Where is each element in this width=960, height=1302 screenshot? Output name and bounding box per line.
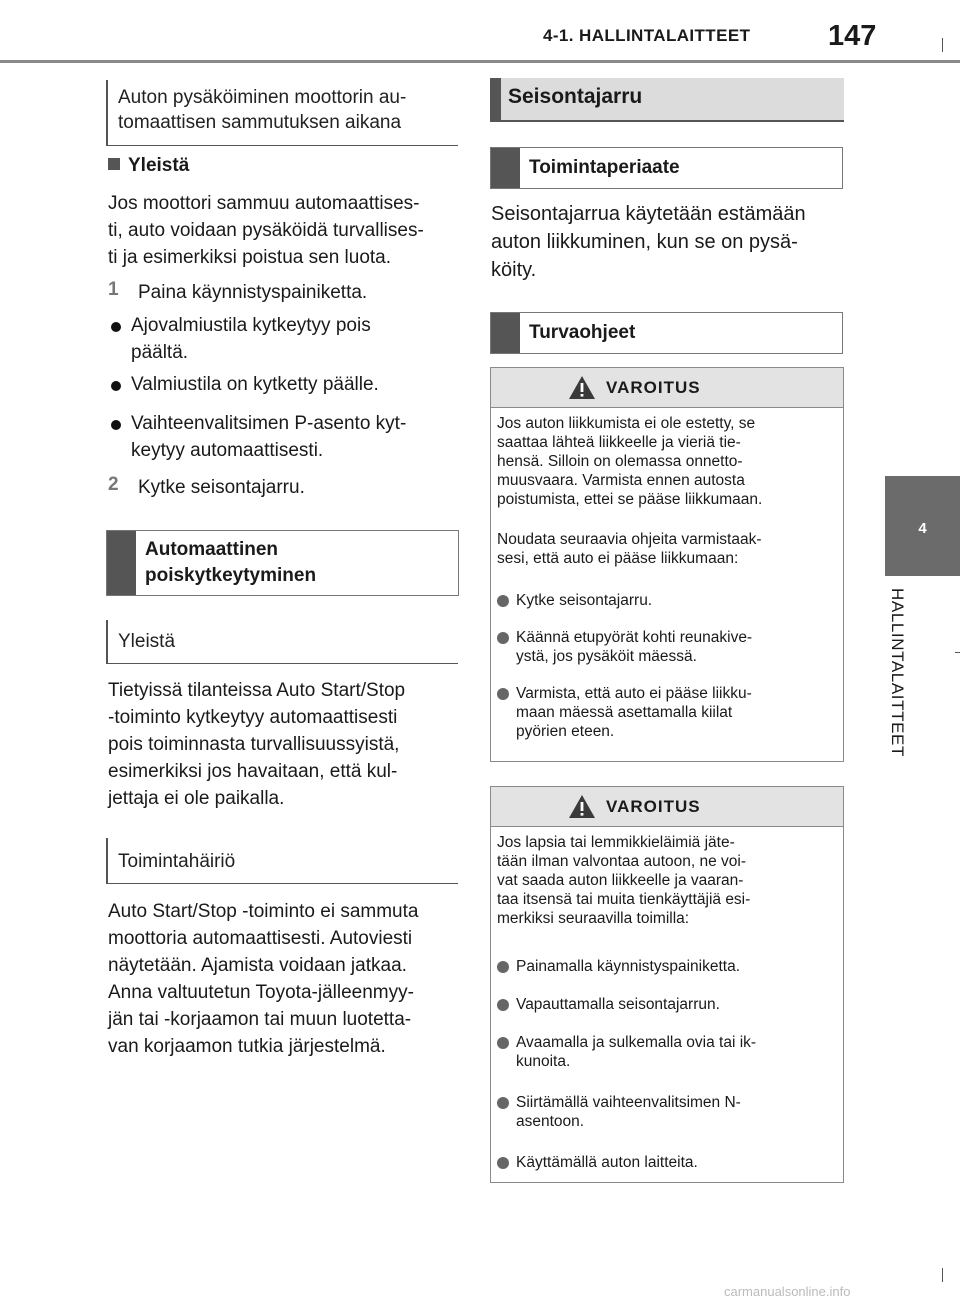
warning-bullet — [516, 1093, 836, 1131]
chapter-number: 4 — [918, 520, 927, 537]
text-line: Jos auton liikkumista ei ole estetty, se — [497, 415, 756, 432]
text-line: poiskytkeytyminen — [145, 565, 317, 586]
text-line: muusvaara. Varmista ennen autosta — [497, 472, 745, 489]
text-line: van korjaamon tutkia järjestelmä. — [108, 1036, 386, 1057]
bullet-icon — [111, 420, 121, 430]
section-title: 4-1. HALLINTALAITTEET — [543, 26, 751, 45]
warning-title: VAROITUS — [606, 797, 701, 816]
crop-mark — [942, 38, 943, 52]
text-line: keytyy automaattisesti. — [131, 440, 324, 461]
principle-paragraph — [491, 200, 847, 284]
parking-brake-section-header — [490, 78, 844, 122]
text-line: saattaa lähteä liikkeelle ja vieriä tie- — [497, 434, 741, 451]
warning-bullet: Käyttämällä auton laitteita. — [516, 1154, 698, 1171]
bullet-icon — [497, 961, 509, 973]
text-line: köity. — [491, 259, 537, 281]
text-line: Jos moottori sammuu automaattises- — [108, 193, 420, 214]
text-line: merkiksi seuraavilla toimilla: — [497, 910, 690, 927]
text-line: pois toiminnasta turvallisuussyistä, — [108, 734, 400, 755]
bullet-icon — [497, 1097, 509, 1109]
text-line: Automaattinen — [145, 539, 278, 560]
step-2-number: 2 — [108, 474, 119, 495]
text-line: taa itsensä tai muita tienkäyttäjiä esi- — [497, 891, 751, 908]
heading-line: tomaattisen sammutuksen aikana — [118, 112, 402, 133]
text-line: vat saada auton liikkeelle ja vaaran- — [497, 872, 744, 889]
text-line: Seisontajarrua käytetään estämään — [491, 203, 806, 225]
safety-header — [490, 312, 843, 354]
auto-disengage-paragraph — [108, 677, 464, 812]
chapter-label — [888, 588, 920, 798]
text-line: ti, auto voidaan pysäköidä turvallises- — [108, 220, 424, 241]
text-line: päältä. — [131, 342, 189, 363]
bullet-item — [131, 312, 371, 366]
watermark: carmanualsonline.info — [724, 1284, 851, 1299]
bullet-icon — [111, 381, 121, 391]
header-rule — [0, 60, 960, 63]
page-number: 147 — [828, 20, 877, 52]
text-line: Jos lapsia tai lemmikkieläimiä jäte- — [497, 834, 735, 851]
bullet-item: Valmiustila on kytketty päälle. — [131, 374, 379, 395]
yleista-heading-text: Yleistä — [128, 155, 190, 176]
text-line: sesi, että auto ei pääse liikkumaan: — [497, 550, 739, 567]
warning-paragraph — [497, 414, 837, 509]
fault-paragraph — [108, 898, 464, 1060]
warning-bullet: Vapauttamalla seisontajarrun. — [516, 996, 720, 1013]
warning-box-1 — [490, 367, 844, 762]
bullet-icon — [497, 595, 509, 607]
step-1-number: 1 — [108, 279, 119, 300]
text-line: Ajovalmiustila kytkeytyy pois — [131, 315, 371, 336]
warning-paragraph — [497, 833, 837, 928]
warning-header — [491, 787, 843, 827]
auto-disengage-header — [106, 530, 459, 596]
text-line: Anna valtuutetun Toyota-jälleenmyy- — [108, 982, 414, 1003]
text-line: Auto Start/Stop -toiminto ei sammuta — [108, 901, 419, 922]
chapter-tab — [885, 476, 960, 576]
text-line: Avaamalla ja sulkemalla ovia tai ik- — [516, 1034, 757, 1051]
warning-header — [491, 368, 843, 408]
step-1-text: Paina käynnistyspainiketta. — [138, 282, 368, 303]
text-line: jän tai -korjaamon tai muun luotetta- — [108, 1009, 412, 1030]
text-line: Siirtämällä vaihteenvalitsimen N- — [516, 1094, 741, 1111]
bullet-icon — [111, 322, 121, 332]
warning-title: VAROITUS — [606, 378, 701, 397]
principle-header — [490, 147, 843, 189]
text-line: moottoria automaattisesti. Autoviesti — [108, 928, 413, 949]
bullet-icon — [497, 632, 509, 644]
warning-triangle-icon — [568, 375, 596, 400]
warning-box-2 — [490, 786, 844, 1183]
bullet-icon — [497, 688, 509, 700]
text-line: asentoon. — [516, 1113, 585, 1130]
yleista-subheading: Yleistä — [106, 620, 458, 664]
text-line: Varmista, että auto ei pääse liikku- — [516, 685, 752, 702]
text-line: maan mäessä asettamalla kiilat — [516, 704, 733, 721]
text-line: pyörien eteen. — [516, 723, 615, 740]
bullet-icon — [497, 1157, 509, 1169]
crop-mark — [942, 1268, 943, 1282]
text-line: Noudata seuraavia ohjeita varmistaak- — [497, 531, 762, 548]
parking-auto-stop-heading — [106, 80, 458, 146]
text-line: ti ja esimerkiksi poistua sen luota. — [108, 247, 392, 268]
text-line: -toiminto kytkeytyy automaattisesti — [108, 707, 398, 728]
chapter-label-text: HALLINTALAITTEET — [888, 588, 907, 757]
text-line: Käännä etupyörät kohti reunakive- — [516, 629, 753, 646]
yleista-heading — [108, 154, 189, 178]
section-header-text: Seisontajarru — [508, 85, 643, 108]
text-line: hensä. Silloin on olemassa onnetto- — [497, 453, 743, 470]
text-line: esimerkiksi jos havaitaan, että kul- — [108, 761, 398, 782]
header-bar — [491, 148, 520, 188]
bullet-icon — [497, 999, 509, 1011]
text-line: jettaja ei ole paikalla. — [108, 788, 285, 809]
text-line: Vaihteenvalitsimen P-asento kyt- — [131, 413, 407, 434]
crop-mark — [955, 652, 960, 653]
step-2-text: Kytke seisontajarru. — [138, 477, 305, 498]
square-bullet-icon — [108, 158, 120, 170]
warning-paragraph — [497, 530, 837, 568]
bullet-icon — [497, 1037, 509, 1049]
header-text — [145, 537, 316, 589]
header-bar — [490, 78, 501, 120]
text-line: kunoita. — [516, 1053, 571, 1070]
warning-bullet — [516, 1033, 836, 1071]
warning-bullet — [516, 628, 836, 666]
warning-triangle-icon — [568, 794, 596, 819]
text-line: ystä, jos pysäköit mäessä. — [516, 648, 697, 665]
warning-bullet: Kytke seisontajarru. — [516, 592, 653, 609]
header-text: Toimintaperiaate — [529, 157, 680, 178]
text-line: Tietyissä tilanteissa Auto Start/Stop — [108, 680, 406, 701]
text-line: näytetään. Ajamista voidaan jatkaa. — [108, 955, 407, 976]
heading-line: Auton pysäköiminen moottorin au- — [118, 87, 407, 108]
warning-bullet: Painamalla käynnistyspainiketta. — [516, 958, 741, 975]
text-line: tään ilman valvontaa autoon, ne voi- — [497, 853, 747, 870]
header-text: Turvaohjeet — [529, 322, 636, 343]
text-line: poistumista, ettei se pääse liikkumaan. — [497, 491, 763, 508]
fault-subheading: Toimintahäiriö — [106, 838, 458, 884]
warning-bullet — [516, 684, 836, 741]
text-line: auton liikkuminen, kun se on pysä- — [491, 231, 798, 253]
yleista-paragraph — [108, 190, 464, 271]
header-bar — [491, 313, 520, 353]
bullet-item — [131, 410, 406, 464]
header-bar — [107, 531, 136, 595]
